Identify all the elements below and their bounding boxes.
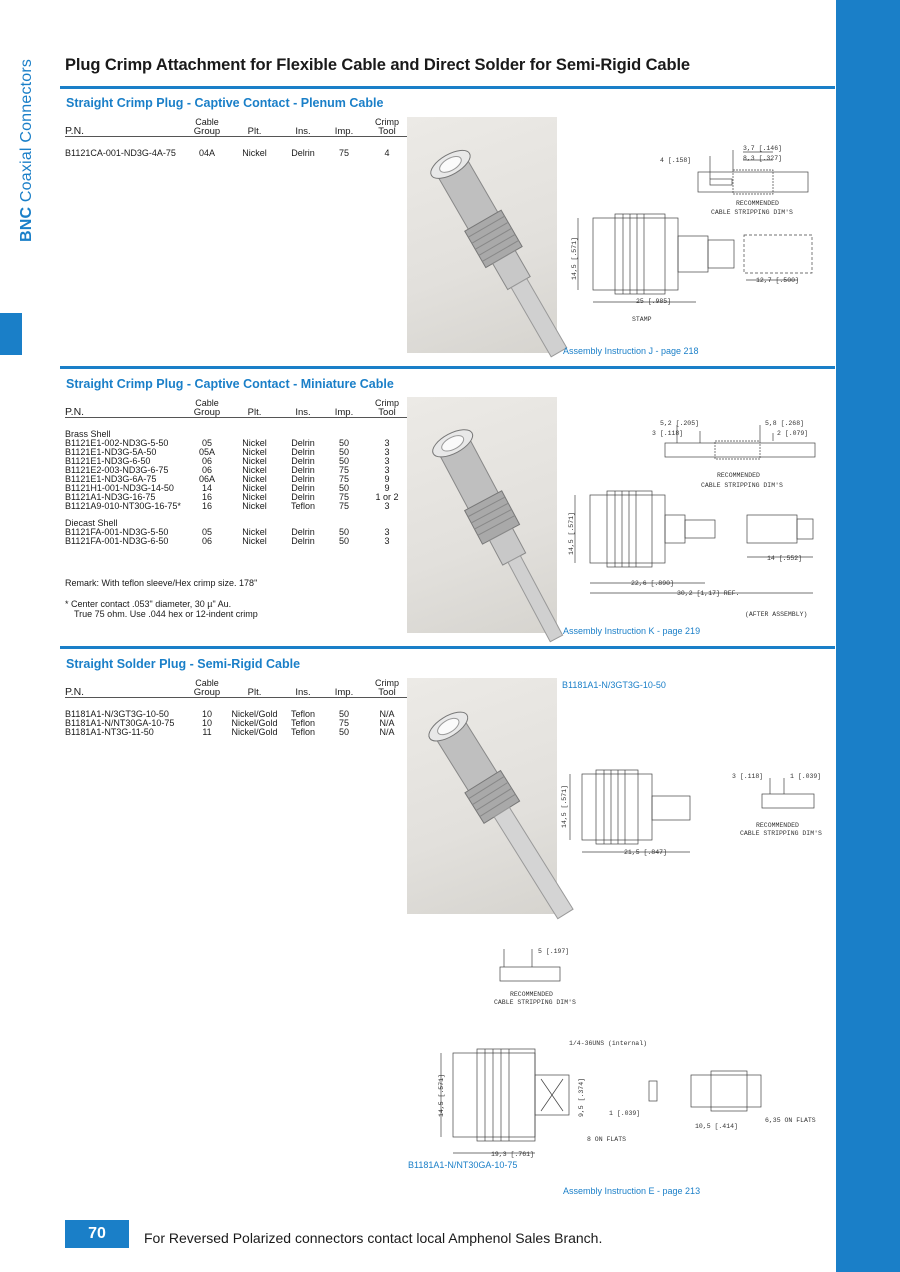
side-tab-marker: [0, 313, 22, 355]
side-section-title: BNC Coaxial Connectors: [18, 58, 35, 242]
svg-text:RECOMMENDED: RECOMMENDED: [717, 472, 760, 479]
svg-text:1/4-36UNS (internal): 1/4-36UNS (internal): [569, 1040, 648, 1047]
svg-text:5 [.197]: 5 [.197]: [538, 948, 570, 955]
svg-text:14,5 [.571]: 14,5 [.571]: [568, 512, 575, 555]
spec-table-miniature: Cable Crimp P.N. Group Plt. Ins. Imp. Tool Brass Shell B1121E1-002-ND3G-5-50 05 Nickel Delrin 50 3 B1121E1-ND3G-5A-50 05A Nickel Delrin 50 3 B1121E1-ND3G-6-50 06 Nickel Delrin 50 3 B1121E2-003-ND3G-6-75 06 Nickel Delrin 75 3 B1121E1-ND3G-6A-75 06A Nickel Delrin 75 9 B1121H1-001-ND3G-14-50 14 Nickel Delrin 50 9 B1121A1-ND3G-16-75 16 Nickel Delrin 75 1 or 2 B1121A9-010-NT30G-16-75* 16 Nickel Teflon 75 3 Diecast Shell B1121FA-001-ND3G-5-50 05 Nickel Delrin 50 3 B1121FA-001-ND3G-6-50 06 Nickel Delrin 50 3: [65, 399, 410, 546]
svg-text:CABLE STRIPPING DIM'S: CABLE STRIPPING DIM'S: [494, 999, 576, 1006]
table-row: B1121A1-ND3G-16-75 16 Nickel Delrin 75 1 or 2: [65, 492, 399, 502]
svg-text:4 [.158]: 4 [.158]: [660, 157, 692, 164]
svg-text:(AFTER ASSEMBLY): (AFTER ASSEMBLY): [745, 611, 808, 618]
table-row: B1121FA-001-ND3G-5-50 05 Nickel Delrin 50 3: [65, 527, 390, 537]
svg-text:14 [.552]: 14 [.552]: [767, 555, 803, 562]
page-number: 70: [65, 1220, 129, 1248]
section-divider: [60, 366, 835, 369]
svg-text:9,5 [.374]: 9,5 [.374]: [578, 1077, 585, 1117]
table-row: B1121CA-001-ND3G-4A-75 04A Nickel Delrin 75 4: [65, 148, 390, 158]
svg-text:22,6 [.890]: 22,6 [.890]: [631, 580, 674, 587]
svg-text:25 [.985]: 25 [.985]: [636, 298, 672, 305]
svg-text:12,7 [.500]: 12,7 [.500]: [756, 277, 799, 284]
right-color-band: [836, 0, 900, 1272]
footnote-1: * Center contact .053" diameter, 30 µ" Au.: [65, 599, 232, 609]
remark-text: Remark: With teflon sleeve/Hex crimp size. 178": [65, 578, 258, 588]
connector-photo: [407, 397, 557, 633]
spec-table-semi-rigid: Cable Crimp P.N. Group Plt. Ins. Imp. Tool B1181A1-N/3GT3G-10-50 10 Nickel/Gold Teflon 50 N/A B1181A1-N/NT30GA-10-75 10 Nickel/Gold Teflon 75 N/A B1181A1-NT3G-11-50 11 Nickel/Gold Teflon 50 N/A: [65, 679, 410, 737]
svg-text:RECOMMENDED: RECOMMENDED: [756, 822, 799, 829]
dimension-drawing-semi-rigid: [562, 760, 827, 860]
svg-text:CABLE STRIPPING DIM'S: CABLE STRIPPING DIM'S: [701, 482, 783, 489]
svg-text:8,3 [.327]: 8,3 [.327]: [743, 155, 783, 162]
table-row: B1121E2-003-ND3G-6-75 06 Nickel Delrin 75 3: [65, 465, 390, 475]
table-row: B1121H1-001-ND3G-14-50 14 Nickel Delrin 50 9: [65, 483, 390, 493]
svg-text:1 [.039]: 1 [.039]: [609, 1110, 641, 1117]
table-row: B1181A1-N/NT30GA-10-75 10 Nickel/Gold Teflon 75 N/A: [65, 718, 395, 728]
spec-table-plenum: Cable Crimp P.N. Group Plt. Ins. Imp. Tool B1121CA-001-ND3G-4A-75 04A Nickel Delrin 75 4: [65, 118, 410, 158]
svg-text:3 [.118]: 3 [.118]: [652, 430, 684, 437]
svg-text:CABLE STRIPPING DIM'S: CABLE STRIPPING DIM'S: [711, 209, 793, 216]
svg-text:8 ON FLATS: 8 ON FLATS: [587, 1136, 627, 1143]
connector-photo: [407, 117, 557, 353]
svg-text:1 [.039]: 1 [.039]: [790, 773, 822, 780]
svg-text:2 [.079]: 2 [.079]: [777, 430, 809, 437]
svg-text:5,8 [.268]: 5,8 [.268]: [765, 420, 805, 427]
drawing-label-bottom: B1181A1-N/NT30GA-10-75: [408, 1160, 518, 1170]
section-title-semi-rigid: Straight Solder Plug - Semi-Rigid Cable: [66, 657, 301, 671]
svg-text:3 [.118]: 3 [.118]: [732, 773, 764, 780]
svg-text:RECOMMENDED: RECOMMENDED: [510, 991, 553, 998]
table-row: B1121FA-001-ND3G-6-50 06 Nickel Delrin 50 3: [65, 536, 390, 546]
footnote-2: True 75 ohm. Use .044 hex or 12-indent crimp: [74, 609, 258, 619]
section-title-miniature: Straight Crimp Plug - Captive Contact - Miniature Cable: [66, 377, 394, 391]
svg-text:14,5 [.571]: 14,5 [.571]: [571, 237, 578, 280]
svg-text:RECOMMENDED: RECOMMENDED: [736, 200, 779, 207]
drawing-label-top: B1181A1-N/3GT3G-10-50: [562, 680, 666, 690]
table-row: B1121E1-ND3G-6A-75 06A Nickel Delrin 75 9: [65, 474, 390, 484]
svg-text:10,5 [.414]: 10,5 [.414]: [695, 1123, 738, 1130]
svg-text:21,5 [.847]: 21,5 [.847]: [624, 849, 667, 856]
table-row: B1121E1-ND3G-5A-50 05A Nickel Delrin 50 3: [65, 447, 390, 457]
section-divider: [60, 86, 835, 89]
dimension-drawing-plenum: [568, 140, 828, 335]
dimension-drawing-semi-rigid-75: [433, 1035, 828, 1165]
svg-text:14,5 [.571]: 14,5 [.571]: [438, 1074, 445, 1117]
table-row: B1121E1-002-ND3G-5-50 05 Nickel Delrin 50 3: [65, 438, 390, 448]
svg-text:CABLE STRIPPING DIM'S: CABLE STRIPPING DIM'S: [740, 830, 822, 837]
section-divider: [60, 646, 835, 649]
footer-note: For Reversed Polarized connectors contact local Amphenol Sales Branch.: [144, 1230, 603, 1246]
table-row: B1121E1-ND3G-6-50 06 Nickel Delrin 50 3: [65, 456, 390, 466]
svg-text:14,5 [.571]: 14,5 [.571]: [561, 785, 568, 828]
assembly-link-k[interactable]: Assembly Instruction K - page 219: [563, 626, 701, 636]
page-title: Plug Crimp Attachment for Flexible Cable and Direct Solder for Semi-Rigid Cable: [65, 56, 691, 74]
stripping-drawing-semi-rigid: [490, 945, 600, 1007]
table-row: B1121A9-010-NT30G-16-75* 16 Nickel Teflon 75 3: [65, 501, 390, 511]
dimension-drawing-miniature: [565, 415, 830, 620]
connector-photo: [407, 678, 557, 914]
svg-text:3,7 [.146]: 3,7 [.146]: [743, 145, 783, 152]
section-title-plenum: Straight Crimp Plug - Captive Contact - Plenum Cable: [66, 96, 384, 110]
table-row: B1181A1-NT3G-11-50 11 Nickel/Gold Teflon 50 N/A: [65, 727, 395, 737]
assembly-link-e[interactable]: Assembly Instruction E - page 213: [563, 1186, 701, 1196]
svg-text:30,2 [1,17] REF.: 30,2 [1,17] REF.: [677, 590, 740, 597]
svg-text:19,3 [.761]: 19,3 [.761]: [491, 1151, 534, 1158]
svg-text:5,2 [.205]: 5,2 [.205]: [660, 420, 700, 427]
table-row: B1181A1-N/3GT3G-10-50 10 Nickel/Gold Teflon 50 N/A: [65, 709, 395, 719]
svg-text:6,35 ON FLATS: 6,35 ON FLATS: [765, 1117, 816, 1124]
svg-text:STAMP: STAMP: [632, 316, 652, 323]
assembly-link-j[interactable]: Assembly Instruction J - page 218: [563, 346, 699, 356]
